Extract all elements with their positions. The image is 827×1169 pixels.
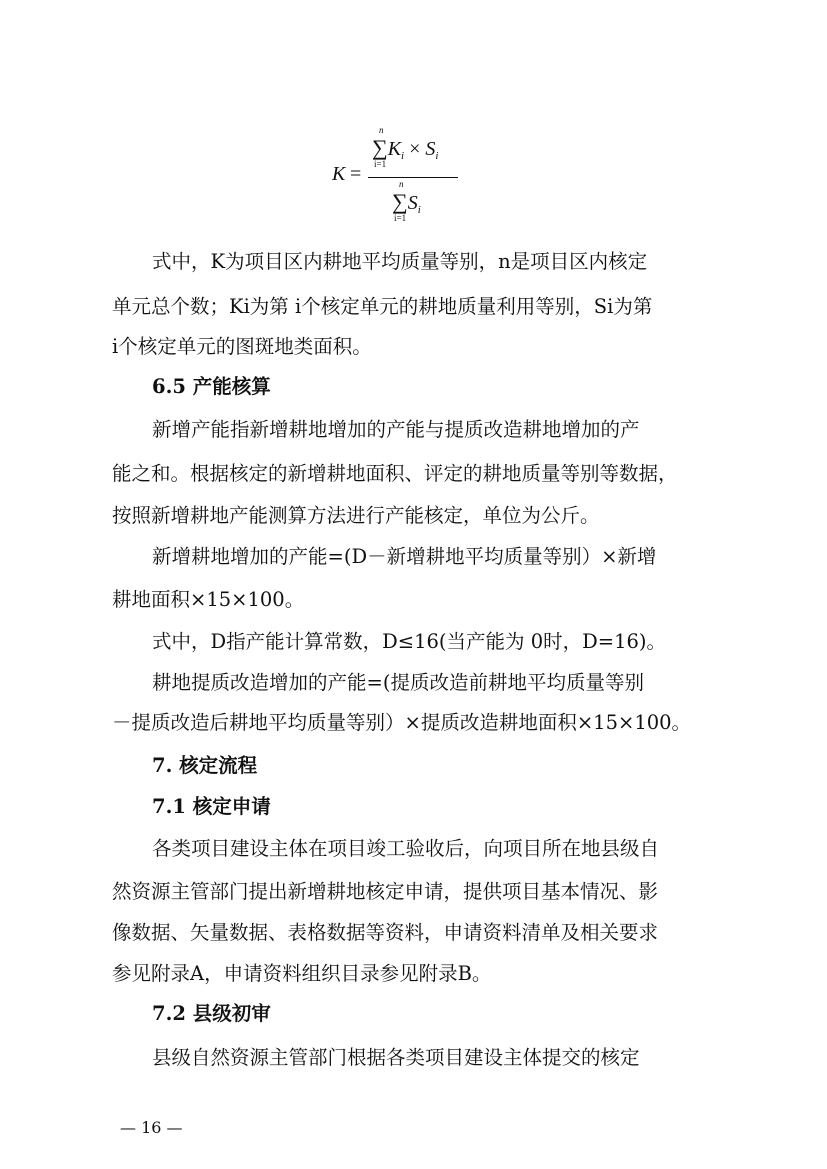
sum-symbol-numerator: ∑ n i=1 xyxy=(372,125,388,169)
sum-upper-limit: n xyxy=(379,125,384,135)
sum-symbol-denominator: ∑ n i=1 xyxy=(392,179,408,223)
body-line: 能之和。根据核定的新增耕地面积、评定的耕地质量等别等数据， xyxy=(112,462,678,485)
body-line: 参见附录A，申请资料组织目录参见附录B。 xyxy=(112,962,492,985)
formula-k: K xyxy=(387,138,402,160)
fraction-bar xyxy=(368,177,458,178)
body-line: 新增产能指新增耕地增加的产能与提质改造耕地增加的产 xyxy=(152,418,640,441)
weighted-average-formula xyxy=(322,125,482,235)
section-heading: 7. 核定流程 xyxy=(152,754,258,777)
body-line: 单元总个数；Ki为第 i个核定单元的耕地质量利用等别，Si为第 xyxy=(112,295,653,318)
body-line: 新增耕地增加的产能=(D－新增耕地平均质量等别）×新增 xyxy=(152,545,657,568)
body-line: －提质改造后耕地平均质量等别）×提质改造耕地面积×15×100。 xyxy=(112,711,692,734)
body-line: 像数据、矢量数据、表格数据等资料，申请资料清单及相关要求 xyxy=(112,921,659,944)
body-line: 式中，K为项目区内耕地平均质量等别，n是项目区内核定 xyxy=(152,250,648,273)
formula-s-sub: i xyxy=(435,150,439,162)
section-heading: 7.1 核定申请 xyxy=(152,795,271,818)
formula-s-den-sub: i xyxy=(417,204,421,216)
body-line: 各类项目建设主体在项目竣工验收后，向项目所在地县级自 xyxy=(152,837,660,860)
sum-lower-limit-den: i=1 xyxy=(394,213,407,223)
formula-s-den: S xyxy=(407,192,418,214)
sum-lower-limit: i=1 xyxy=(374,159,387,169)
formula-numerator xyxy=(372,125,439,169)
formula-times: × xyxy=(409,138,421,160)
formula-s: S xyxy=(425,138,436,160)
formula-lhs: K xyxy=(332,163,346,185)
section-heading: 6.5 产能核算 xyxy=(152,375,271,398)
body-line: 然资源主管部门提出新增耕地核定申请，提供项目基本情况、影 xyxy=(112,880,659,903)
section-heading: 7.2 县级初审 xyxy=(152,1002,271,1025)
body-line: 按照新增耕地产能测算方法进行产能核定，单位为公斤。 xyxy=(112,504,600,527)
body-line: i个核定单元的图斑地类面积。 xyxy=(112,335,372,358)
body-line: 耕地面积×15×100。 xyxy=(112,588,305,611)
page-number: — 16 — xyxy=(120,1118,183,1137)
sum-upper-limit-den: n xyxy=(399,179,404,189)
formula-denominator xyxy=(392,179,421,223)
body-line: 县级自然资源主管部门根据各类项目建设主体提交的核定 xyxy=(152,1046,640,1069)
body-line: 耕地提质改造增加的产能=(提质改造前耕地平均质量等别 xyxy=(152,671,644,694)
formula-equals: = xyxy=(350,163,362,185)
body-line: 式中，D指产能计算常数，D≤16(当产能为 0时，D=16)。 xyxy=(152,630,667,653)
formula-k-sub: i xyxy=(401,150,405,162)
